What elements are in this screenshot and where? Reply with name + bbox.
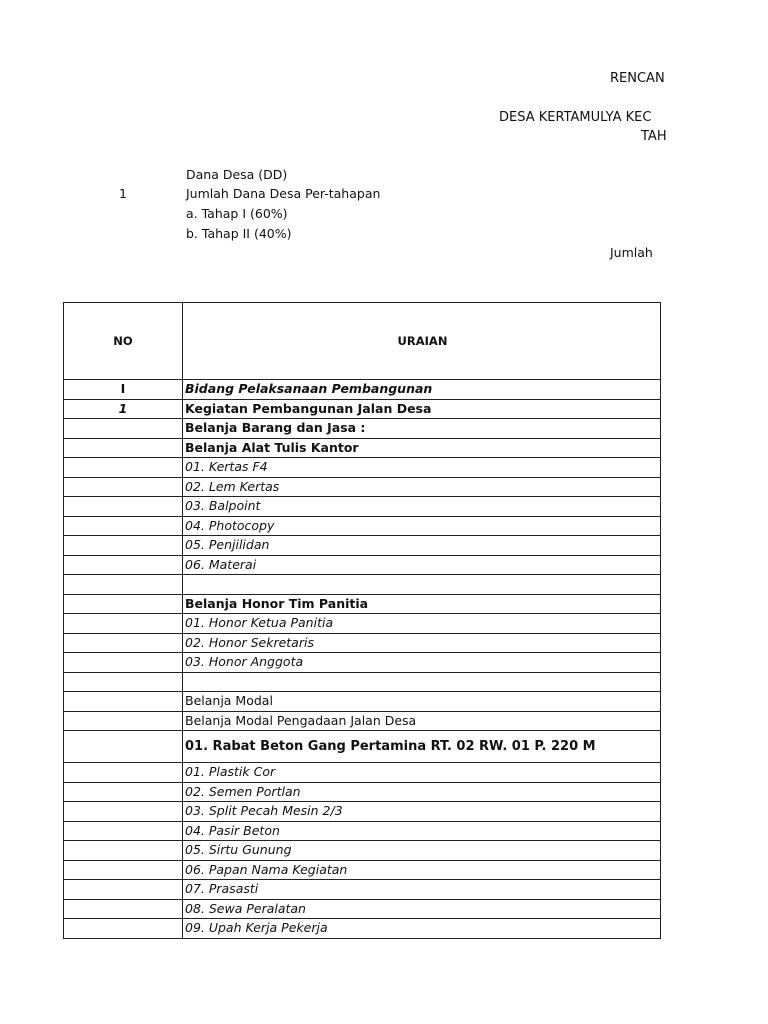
row-number-cell [64,477,183,497]
table-row [64,536,661,556]
row-number-cell [64,594,183,614]
funding-line-tahap-2: b. Tahap II (40%) [186,226,292,241]
row-number-cell [64,821,183,841]
row-number-cell [64,536,183,556]
row-number-cell [64,516,183,536]
row-number-cell [64,782,183,802]
row-number-cell [64,802,183,822]
row-description-cell: Belanja Modal Pengadaan Jalan Desa [183,711,661,731]
table-row [64,899,661,919]
funding-line-dana-desa: Dana Desa (DD) [186,167,288,182]
row-number-cell [64,555,183,575]
column-header-uraian: URAIAN [183,303,661,380]
row-number-cell [64,672,183,692]
row-description-cell: 01. Kertas F4 [183,458,661,478]
budget-table-body [64,303,661,939]
table-row [64,438,661,458]
funding-line-tahap-1: a. Tahap I (60%) [186,206,288,221]
table-row [64,516,661,536]
table-row [64,672,661,692]
table-row [64,633,661,653]
row-number-cell [64,692,183,712]
table-header-row [64,303,661,380]
row-description-cell: Belanja Modal [183,692,661,712]
funding-item-number: 1 [119,186,127,201]
row-number-cell [64,711,183,731]
row-description-cell: 01. Rabat Beton Gang Pertamina RT. 02 RW. 01 P. 220 M [183,731,661,763]
column-header-no: NO [64,303,183,380]
row-number-cell [64,438,183,458]
row-description-cell: 06. Papan Nama Kegiatan [183,860,661,880]
document-title-line-2: DESA KERTAMULYA KEC [499,110,652,125]
row-description-cell: Kegiatan Pembangunan Jalan Desa [183,399,661,419]
row-number-cell [64,880,183,900]
table-row [64,860,661,880]
row-description-cell: 04. Pasir Beton [183,821,661,841]
budget-table [63,302,661,939]
document-title-line-1: RENCAN [610,71,665,86]
row-number-cell [64,614,183,634]
row-description-cell: Belanja Alat Tulis Kantor [183,438,661,458]
table-row [64,692,661,712]
table-row [64,841,661,861]
table-row [64,880,661,900]
row-number-cell [64,575,183,595]
row-description-cell: 01. Honor Ketua Panitia [183,614,661,634]
row-number-cell [64,731,183,763]
funding-line-per-tahapan: Jumlah Dana Desa Per-tahapan [186,186,381,201]
table-row [64,575,661,595]
row-number-cell [64,860,183,880]
row-description-cell: 01. Plastik Cor [183,763,661,783]
row-description-cell: 04. Photocopy [183,516,661,536]
row-number-cell: I [64,380,183,400]
table-row [64,380,661,400]
row-description-cell: Belanja Barang dan Jasa : [183,419,661,439]
table-row [64,731,661,763]
row-description-cell: 02. Lem Kertas [183,477,661,497]
table-row [64,419,661,439]
row-description-cell: Belanja Honor Tim Panitia [183,594,661,614]
row-description-cell: 06. Materai [183,555,661,575]
row-description-cell: 05. Sirtu Gunung [183,841,661,861]
table-row [64,653,661,673]
row-description-cell: 03. Balpoint [183,497,661,517]
table-row [64,399,661,419]
table-row [64,497,661,517]
row-description-cell: Bidang Pelaksanaan Pembangunan [183,380,661,400]
row-description-cell: 02. Semen Portlan [183,782,661,802]
table-row [64,821,661,841]
row-description-cell: 05. Penjilidan [183,536,661,556]
table-row [64,477,661,497]
row-number-cell [64,458,183,478]
table-row [64,594,661,614]
table-row [64,555,661,575]
table-row [64,919,661,939]
row-description-cell [183,672,661,692]
row-number-cell [64,763,183,783]
table-row [64,802,661,822]
row-description-cell: 09. Upah Kerja Pekerja [183,919,661,939]
row-description-cell: 03. Split Pecah Mesin 2/3 [183,802,661,822]
row-number-cell [64,419,183,439]
row-number-cell [64,653,183,673]
table-row [64,458,661,478]
row-description-cell: 07. Prasasti [183,880,661,900]
row-number-cell [64,633,183,653]
table-row [64,763,661,783]
row-number-cell: 1 [64,399,183,419]
row-description-cell [183,575,661,595]
table-row [64,614,661,634]
table-row [64,782,661,802]
table-row [64,711,661,731]
row-number-cell [64,919,183,939]
funding-total-label: Jumlah [610,245,653,260]
row-number-cell [64,899,183,919]
row-description-cell: 08. Sewa Peralatan [183,899,661,919]
row-number-cell [64,841,183,861]
row-number-cell [64,497,183,517]
row-description-cell: 02. Honor Sekretaris [183,633,661,653]
row-description-cell: 03. Honor Anggota [183,653,661,673]
document-title-line-3: TAH [641,129,667,144]
